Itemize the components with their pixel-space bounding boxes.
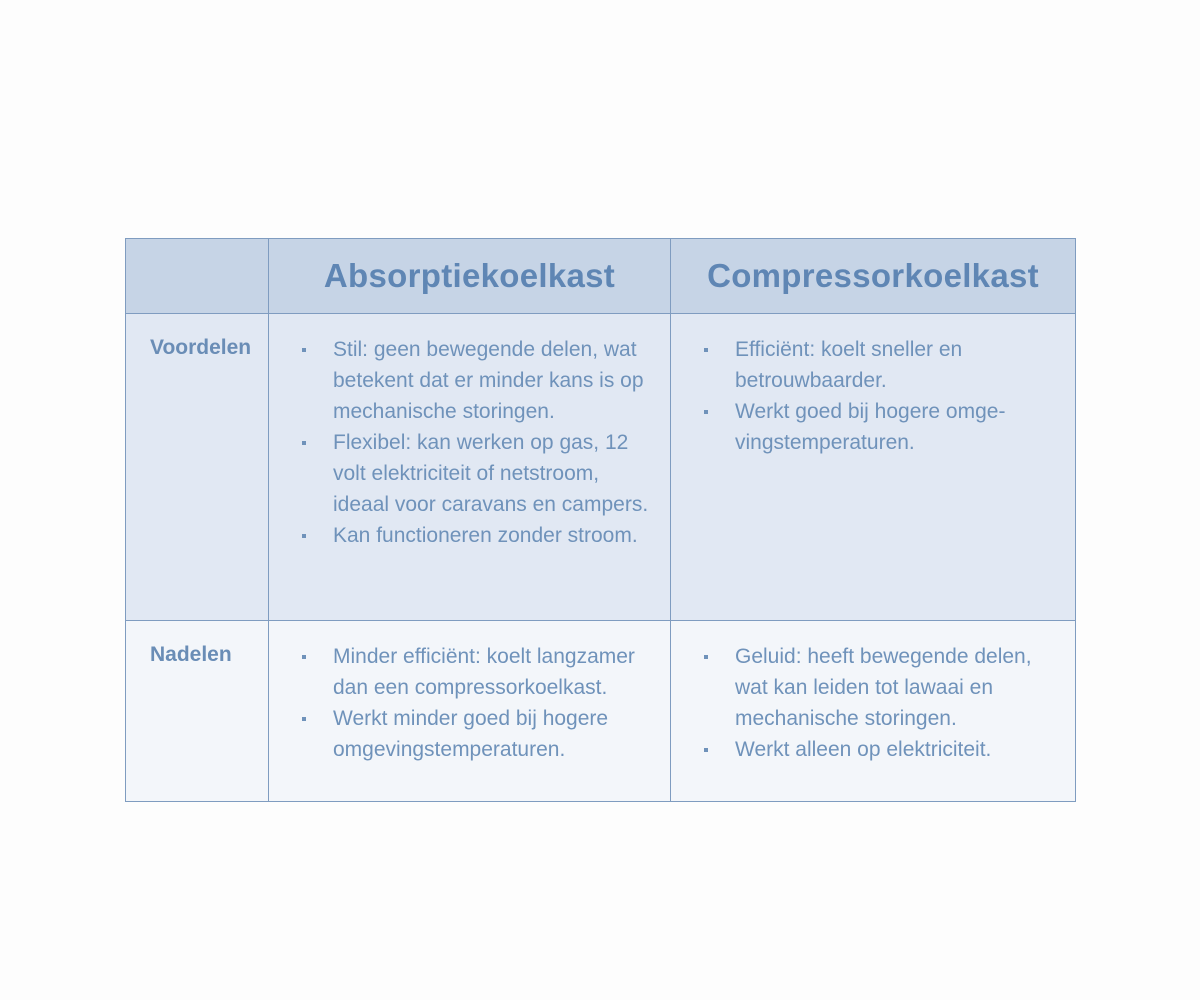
- list-item: Flexibel: kan werken op gas, 12 volt elektriciteit of netstroom, ideaal voor caravans en campers.: [269, 427, 654, 520]
- list-item: Kan functioneren zonder stroom.: [269, 520, 654, 551]
- cons-compressor-list: [671, 621, 1075, 765]
- table-header-row: [126, 239, 1076, 314]
- list-item: Efficiënt: koelt sneller en betrouwbaarder.: [671, 334, 1059, 396]
- header-absorption: Absorptiekoelkast: [269, 239, 671, 314]
- header-empty-cell: [126, 239, 269, 314]
- comparison-table: [125, 238, 1076, 802]
- cons-absorption-list: [269, 621, 670, 765]
- row-label-cons: Nadelen: [126, 621, 269, 802]
- list-item: Minder efficiënt: koelt langzamer dan een compressorkoelkast.: [269, 641, 654, 703]
- pros-compressor-cell: [671, 314, 1076, 621]
- list-item: Werkt goed bij hogere omgevingstemperaturen.: [671, 396, 1059, 458]
- pros-absorption-cell: [269, 314, 671, 621]
- table-row-cons: [126, 621, 1076, 802]
- list-item: Stil: geen bewegende delen, wat betekent dat er minder kans is op mechanische storingen.: [269, 334, 654, 427]
- cons-absorption-cell: [269, 621, 671, 802]
- row-label-pros: Voordelen: [126, 314, 269, 621]
- list-item: Werkt alleen op elektriciteit.: [671, 734, 1059, 765]
- pros-compressor-list: [671, 314, 1075, 458]
- cons-compressor-cell: [671, 621, 1076, 802]
- comparison-table-container: [125, 238, 1075, 802]
- pros-absorption-list: [269, 314, 670, 551]
- list-item: Geluid: heeft bewegende delen, wat kan leiden tot lawaai en mechanische storingen.: [671, 641, 1059, 734]
- list-item: Werkt minder goed bij hogere omgevingstemperaturen.: [269, 703, 654, 765]
- table-row-pros: [126, 314, 1076, 621]
- header-compressor: Compressorkoelkast: [671, 239, 1076, 314]
